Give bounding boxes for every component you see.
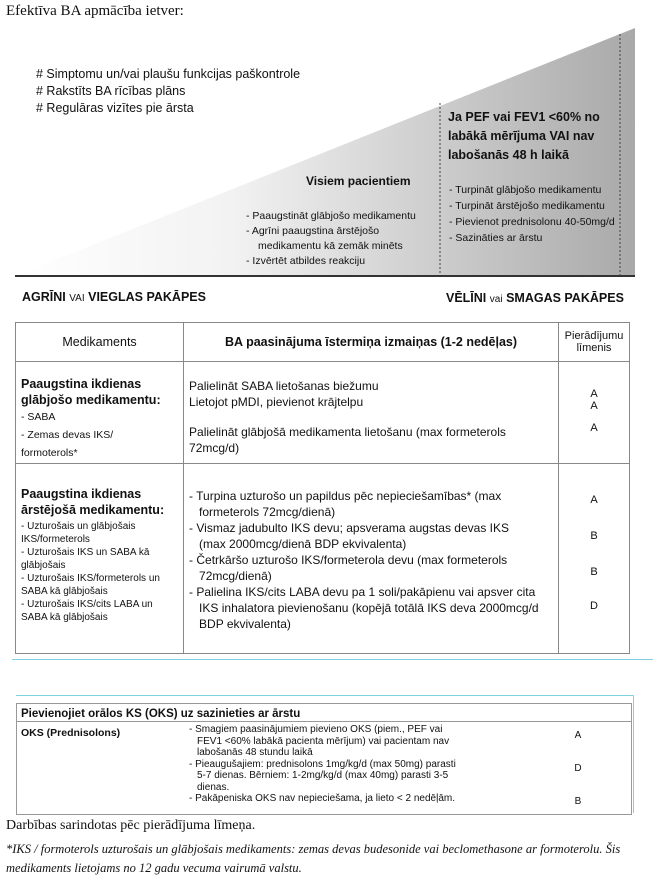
med-sub: IKS/formeterols [21, 534, 90, 545]
med-sub: glābjošais [21, 560, 66, 571]
footnote: *IKS / formoterols uzturošais un glābjošais medikaments: zemas devas budesonide vai beclomethasone ar formoterolu. Šis medikaments lietojams no 12 gadu vecuma vairumā valstu. [6, 842, 621, 875]
divider [633, 695, 634, 813]
divider [16, 695, 634, 696]
early-stage-rest: VIEGLAS PAKĀPES [88, 290, 206, 304]
late-stage-or: vai [489, 294, 503, 305]
change-line: - Turpina uzturošo un papildus pēc nepieciešamības* (max [189, 489, 502, 503]
list-item: - Sazināties ar ārstu [449, 232, 543, 244]
pef-heading-line: labošanās 48 h laikā [448, 148, 569, 162]
evidence-level: A [590, 388, 598, 400]
evidence-header-line: līmenis [576, 342, 612, 354]
evidence-level: A [590, 494, 598, 506]
evidence-cell [559, 362, 630, 464]
pef-heading [448, 108, 600, 165]
change-line: Palielināt glābjošā medikamenta lietošanu (max formeterols [189, 425, 506, 439]
oks-lines [189, 724, 456, 805]
oks-heading: Pievienojiet orālos KS (OKS) uz sazinieties ar ārstu [17, 704, 631, 722]
changes-cell [184, 362, 559, 464]
change-line: - Četrkāršo uzturošo IKS/formeterola devu (max formeterols [189, 553, 508, 567]
evidence-cell [559, 464, 630, 654]
evidence-level: D [574, 763, 582, 774]
evidence-level: B [574, 796, 582, 807]
evidence-level: A [590, 400, 598, 412]
list-item: - Izvērtēt atbildes reakciju [246, 255, 366, 267]
medication-cell [16, 362, 184, 464]
med-title: Paaugstina ikdienas [21, 377, 142, 391]
list-item: - Turpināt ārstējošo medikamentu [449, 200, 605, 212]
med-title: Paaugstina ikdienas [21, 487, 142, 501]
all-patients-heading: Visiem pacientiem [306, 174, 411, 188]
col-evidence [559, 323, 630, 362]
change-line: IKS inhalatora pievienošanu (kopējā totālā IKS deva 2000mcg/d [199, 601, 539, 615]
sorted-note: Darbības sarindotas pēc pierādījuma līmeņa. [6, 818, 256, 833]
oks-levels [568, 730, 588, 807]
med-title: ārstējošā medikamentu: [21, 503, 165, 517]
med-sub: - Zemas devas IKS/ [21, 429, 114, 441]
early-stage-label [22, 290, 206, 304]
change-line: formeterols 72mcg/dienā) [199, 505, 336, 519]
table-row [16, 464, 630, 654]
pef-list [449, 182, 615, 246]
med-title: glābjošo medikamentu: [21, 393, 161, 407]
change-line: BDP ekvivalenta) [199, 617, 291, 631]
list-item: - Paaugstināt glābjošo medikamentu [246, 210, 416, 222]
change-line: (max 2000mcg/dienā BDP ekvivalenta) [199, 537, 407, 551]
change-line: 72mcg/dienā) [199, 569, 272, 583]
table-header-row [16, 323, 630, 362]
education-item: # Regulāras vizītes pie ārsta [36, 101, 194, 115]
divider [12, 659, 653, 660]
late-stage-label [446, 291, 624, 305]
oks-line: - Pieaugušajiem: prednisolons 1mg/kg/d (max 50mg) parasti [189, 758, 456, 770]
evidence-level: B [590, 566, 598, 578]
pef-heading-line: labākā mērījuma VAI nav [448, 129, 595, 143]
list-item: medikamentu kā zemāk minēts [258, 240, 403, 252]
evidence-level: D [590, 600, 598, 612]
oks-line: 5-7 dienas. Bērniem: 1-2mg/kg/d (max 40mg) parasti 3-5 [197, 770, 449, 781]
evidence-level: A [590, 422, 598, 434]
med-sub: - SABA [21, 411, 56, 423]
education-item: # Simptomu un/vai plaušu funkcijas paškontrole [36, 67, 301, 81]
med-sub: - Uzturošais IKS/cits LABA un [21, 599, 153, 610]
med-sub: formoterols* [21, 447, 78, 459]
evidence-level: A [574, 730, 582, 741]
list-item: - Turpināt glābjošo medikamentu [449, 184, 602, 196]
oks-line: - Smagiem paasinājumiem pievieno OKS (piem., PEF vai [189, 724, 443, 735]
change-line: Lietojot pMDI, pievienot krājtelpu [189, 395, 364, 409]
late-stage-rest: SMAGAS PAKĀPES [506, 291, 624, 305]
med-sub: - Uzturošais un glābjošais [21, 521, 136, 532]
late-stage-main: VĒLĪNI [446, 291, 487, 305]
oks-line: dienas. [197, 781, 230, 793]
evidence-header-line: Pierādījumu [564, 330, 624, 342]
education-item: # Rakstīts BA rīcības plāns [36, 84, 186, 98]
oks-line: FEV1 <60% labākā pacienta mērījum) vai pacientam nav [197, 735, 450, 747]
oks-label: OKS (Prednisolons) [21, 727, 121, 739]
col-changes: BA paasinājuma īstermiņa izmaiņas (1-2 nedēļas) [184, 323, 559, 362]
med-sub: - Uzturošais IKS un SABA kā [21, 547, 150, 558]
col-medication: Medikaments [16, 323, 184, 362]
all-patients-list [246, 209, 416, 269]
change-line: Palielināt SABA lietošanas biežumu [189, 379, 379, 393]
change-line: 72mcg/d) [189, 441, 240, 455]
early-stage-or: VAI [69, 293, 85, 304]
med-sub: SABA kā glābjošais [21, 612, 108, 623]
med-sub-list [21, 520, 178, 624]
medication-cell [16, 464, 184, 654]
oks-box [16, 703, 632, 815]
change-line: - Palielina IKS/cits LABA devu pa 1 soli/pakāpienu vai apsver cita [189, 585, 536, 599]
treatment-table [15, 322, 630, 654]
changes-cell [184, 464, 559, 654]
change-line: - Vismaz jadubulto IKS devu; apsverama augstas devas IKS [189, 521, 509, 535]
evidence-level: B [590, 530, 598, 542]
pef-heading-line: Ja PEF vai FEV1 <60% no [448, 110, 600, 124]
early-stage-main: AGRĪNI [22, 290, 66, 304]
education-list [36, 66, 300, 117]
oks-line: labošanās 48 stundu laikā [197, 747, 313, 758]
list-item: - Pievienot prednisolonu 40-50mg/d [449, 216, 615, 228]
oks-line: - Pakāpeniska OKS nav nepieciešama, ja lieto < 2 nedēļām. [189, 793, 455, 804]
table-row [16, 362, 630, 464]
page-title: Efektīva BA apmācība ietver: [6, 3, 184, 19]
list-item: - Agrīni paaugstina ārstējošo [246, 225, 380, 237]
med-sub: SABA kā glābjošais [21, 586, 108, 597]
med-sub: - Uzturošais IKS/formeterols un [21, 573, 160, 584]
